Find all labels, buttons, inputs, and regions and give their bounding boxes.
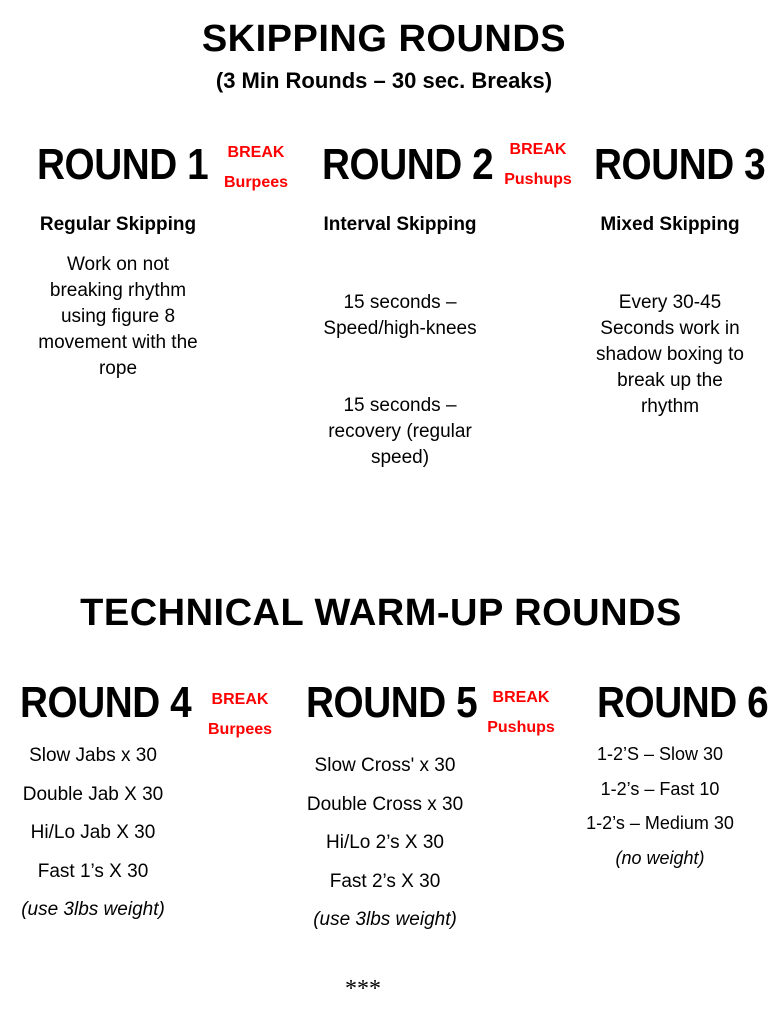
break-2-label: BREAK xyxy=(509,141,567,158)
break-3-label: BREAK xyxy=(211,691,269,708)
round-4-heading: ROUND 4 xyxy=(20,678,192,727)
round-2-title: Interval Skipping xyxy=(323,214,477,235)
break-1 xyxy=(211,138,301,198)
technical-title: TECHNICAL WARM-UP ROUNDS xyxy=(80,592,682,634)
round-3-description xyxy=(560,290,768,420)
round-1-title: Regular Skipping xyxy=(39,214,197,235)
break-2 xyxy=(493,135,583,195)
break-4 xyxy=(476,683,566,743)
list-item: Hi/Lo 2’s X 30 xyxy=(326,832,444,853)
list-item: Fast 2’s X 30 xyxy=(329,870,441,892)
break-1-label: BREAK xyxy=(227,144,285,161)
round-3-line: Seconds work in xyxy=(600,318,740,339)
round-3-heading: ROUND 3 xyxy=(594,140,766,189)
round-1-line: movement with the xyxy=(38,332,198,353)
round-2-description-a xyxy=(290,290,510,342)
round-2-line: Speed/high-knees xyxy=(323,318,477,339)
round-3-line: break up the xyxy=(617,370,723,391)
list-item: 1-2’s – Fast 10 xyxy=(600,778,720,799)
round-3-line: rhythm xyxy=(640,396,700,417)
round-5-heading: ROUND 5 xyxy=(306,678,478,727)
round-2-description-b xyxy=(290,393,510,471)
round-2-line: speed) xyxy=(370,447,430,468)
skipping-subtitle: (3 Min Rounds – 30 sec. Breaks) xyxy=(215,68,553,93)
round-1-line: breaking rhythm xyxy=(49,280,187,301)
list-item: 1-2’S – Slow 30 xyxy=(596,744,724,764)
round-1-line: using figure 8 xyxy=(60,306,176,327)
round-1-heading: ROUND 1 xyxy=(37,140,209,189)
list-item: Slow Cross' x 30 xyxy=(314,755,456,776)
skipping-title: SKIPPING ROUNDS xyxy=(201,18,567,60)
round-4-note: (use 3lbs weight) xyxy=(21,899,165,920)
break-4-label: BREAK xyxy=(492,689,550,706)
round-6-list xyxy=(560,737,760,875)
round-3-line: shadow boxing to xyxy=(596,344,744,365)
round-5-list xyxy=(285,747,485,940)
list-item: Double Jab X 30 xyxy=(22,783,164,805)
round-2-line: 15 seconds – xyxy=(343,395,457,416)
round-1-line: Work on not xyxy=(66,254,170,275)
round-1-line: rope xyxy=(98,358,138,379)
list-item: Hi/Lo Jab X 30 xyxy=(30,822,156,843)
break-2-exercise: Pushups xyxy=(504,171,572,188)
round-2-line: recovery (regular xyxy=(328,421,472,442)
footer-mark: *** xyxy=(345,976,381,1002)
round-2-heading: ROUND 2 xyxy=(322,140,494,189)
round-3-title: Mixed Skipping xyxy=(600,214,740,235)
break-1-exercise: Burpees xyxy=(223,174,289,191)
break-3 xyxy=(195,685,285,745)
break-3-exercise: Burpees xyxy=(207,721,273,738)
round-6-note: (no weight) xyxy=(615,847,705,868)
round-2-line: 15 seconds – xyxy=(343,292,457,313)
list-item: Slow Jabs x 30 xyxy=(29,745,157,766)
round-3-line: Every 30-45 xyxy=(618,292,722,313)
round-5-note: (use 3lbs weight) xyxy=(313,909,457,930)
list-item: Double Cross x 30 xyxy=(306,793,464,815)
round-6-heading: ROUND 6 xyxy=(597,678,768,727)
round-1-description xyxy=(8,252,228,382)
break-4-exercise: Pushups xyxy=(487,719,555,736)
round-4-list xyxy=(0,737,186,930)
list-item: Fast 1’s X 30 xyxy=(37,860,149,882)
list-item: 1-2’s – Medium 30 xyxy=(586,813,734,833)
